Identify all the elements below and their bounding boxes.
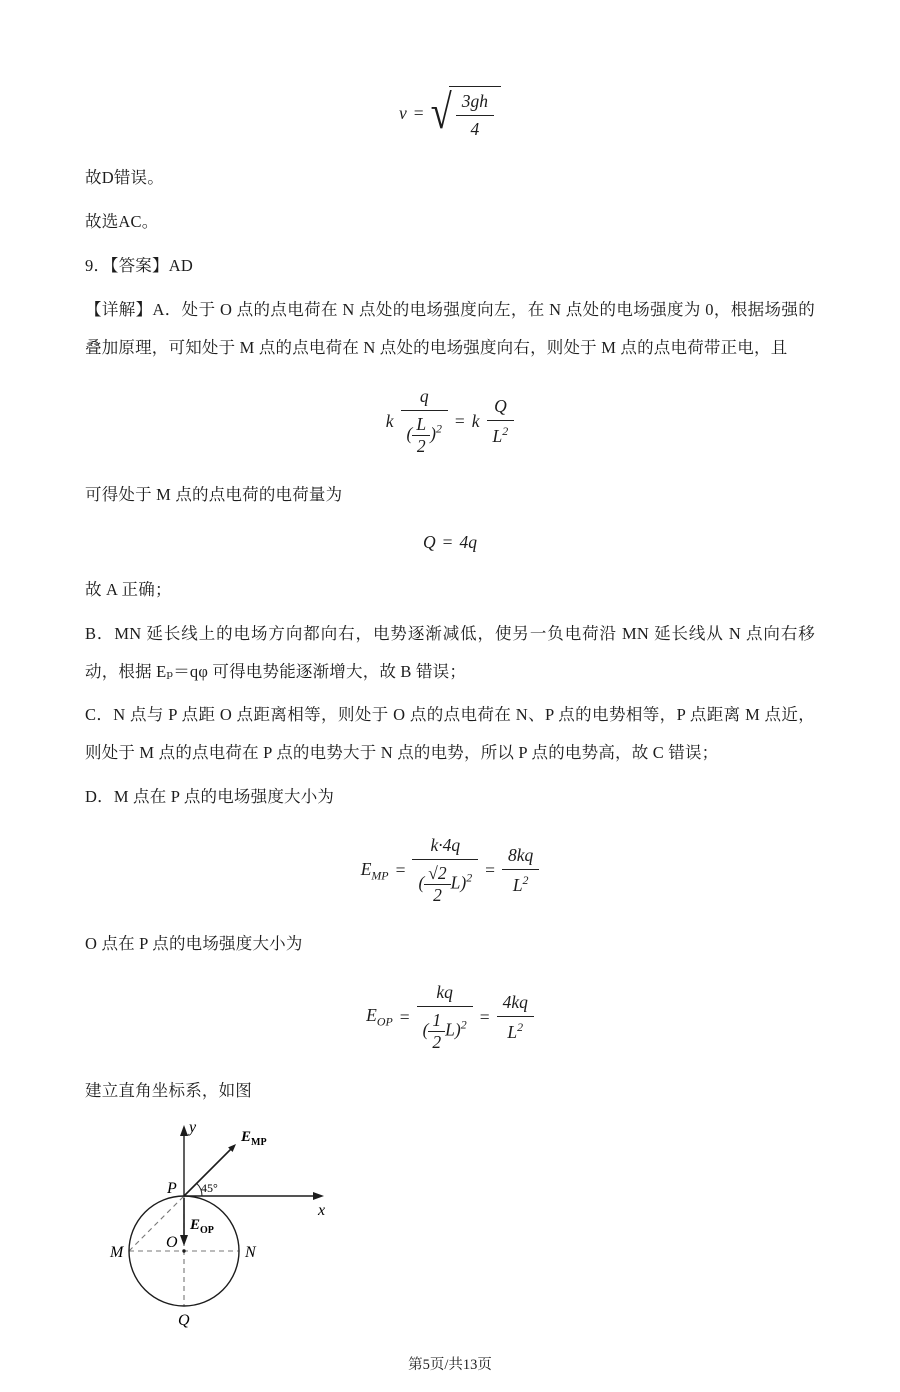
point-q-label: Q bbox=[178, 1312, 190, 1330]
e-subscript: OP bbox=[376, 1014, 393, 1029]
eop-arrowhead bbox=[180, 1235, 188, 1246]
square-root bbox=[431, 86, 501, 141]
formula-velocity-math bbox=[399, 86, 501, 141]
paragraph-option-b: B．MN 延长线上的电场方向都向右，电势逐渐减低，使另一负电荷沿 MN 延长线从 N 点向右移动，根据 Eₚ＝qφ 可得电势能逐渐增大，故 B 错误； bbox=[85, 623, 815, 681]
var-L: L bbox=[492, 425, 503, 446]
formula-field-balance bbox=[85, 385, 815, 458]
paragraph-choose-ac: 故选AC。 bbox=[85, 211, 159, 231]
fraction bbox=[456, 90, 494, 141]
radical-sign: √ bbox=[430, 86, 452, 140]
e-subscript: MP bbox=[371, 868, 389, 882]
formula-emp bbox=[85, 834, 815, 907]
numerator: 3gh bbox=[456, 90, 494, 116]
var-L: L bbox=[507, 1022, 518, 1043]
point-m-label: M bbox=[110, 1244, 124, 1262]
y-axis-arrowhead bbox=[180, 1125, 188, 1136]
fraction-right bbox=[502, 844, 539, 897]
exponent: 2 bbox=[517, 1020, 524, 1035]
fraction-left bbox=[417, 981, 473, 1054]
tail-L-paren: L) bbox=[450, 872, 467, 893]
paragraph-a-correct: 故 A 正确； bbox=[85, 579, 172, 599]
coordinate-diagram bbox=[89, 1116, 815, 1339]
paren-open: ( bbox=[418, 872, 425, 893]
denominator bbox=[487, 421, 515, 448]
eop-label-sub: OP bbox=[200, 1225, 214, 1237]
angle-label: 45° bbox=[201, 1181, 218, 1196]
equals-sign: = bbox=[485, 860, 496, 881]
fraction-nested bbox=[412, 414, 430, 457]
denominator bbox=[412, 860, 478, 907]
var-L: L bbox=[512, 875, 523, 896]
exponent: 2 bbox=[502, 423, 509, 438]
paren-open: ( bbox=[406, 423, 413, 444]
x-axis-label: x bbox=[318, 1202, 326, 1220]
emp-label-sub: MP bbox=[251, 1137, 267, 1149]
denominator bbox=[417, 1007, 473, 1054]
paren-open: ( bbox=[422, 1019, 429, 1040]
equals-sign: = bbox=[479, 1007, 490, 1028]
y-axis-label: y bbox=[189, 1119, 197, 1137]
equals-sign: = bbox=[454, 410, 465, 431]
denominator: 2 bbox=[416, 435, 426, 456]
var-Q: Q bbox=[422, 531, 436, 552]
denominator: 2 bbox=[433, 885, 442, 906]
numerator: kq bbox=[417, 981, 473, 1007]
e-base: E bbox=[366, 1005, 377, 1026]
equals-sign: = bbox=[413, 103, 424, 123]
fraction-left bbox=[401, 385, 448, 458]
coef-k: k bbox=[385, 410, 394, 431]
formula-charge-math bbox=[423, 532, 477, 553]
fraction-nested bbox=[424, 863, 450, 906]
center-point-O bbox=[182, 1249, 185, 1252]
fraction-left bbox=[412, 834, 478, 907]
value-4q: 4q bbox=[459, 531, 477, 552]
equals-sign: = bbox=[395, 860, 406, 881]
paragraph-option-c: C．N 点与 P 点距 O 点距离相等，则处于 O 点的点电荷在 N、P 点的电势相等，P 点距离 M 点近，则处于 M 点的点电荷在 P 点的电势大于 N 点的电势，所以 P 点的电势高，故 C 错误； bbox=[85, 705, 815, 763]
numerator: k·4q bbox=[412, 834, 478, 860]
eop-label bbox=[189, 1217, 214, 1236]
denominator bbox=[401, 411, 448, 458]
paragraph-d-wrong: 故D错误。 bbox=[85, 168, 164, 187]
emp-label bbox=[240, 1129, 267, 1148]
fraction-right bbox=[497, 991, 534, 1044]
fraction-right bbox=[487, 395, 515, 448]
point-o-label: O bbox=[166, 1234, 178, 1252]
answer-9: 9．【答案】AD bbox=[85, 255, 193, 275]
formula-eop-math bbox=[366, 981, 534, 1054]
var-E bbox=[366, 1005, 393, 1030]
equals-sign: = bbox=[399, 1007, 410, 1028]
eop-label-base: E bbox=[190, 1217, 201, 1234]
coordinate-diagram-svg bbox=[89, 1116, 369, 1334]
page-footer: 第5页/共13页 bbox=[408, 1357, 492, 1374]
radicand bbox=[449, 86, 501, 141]
point-n-label: N bbox=[245, 1244, 256, 1262]
denominator: 4 bbox=[470, 119, 480, 139]
fraction-nested bbox=[428, 1010, 445, 1053]
exponent: 2 bbox=[522, 873, 529, 888]
paragraph-coord-intro: 建立直角坐标系，如图 bbox=[85, 1081, 252, 1101]
formula-field-balance-math bbox=[386, 385, 514, 458]
var-v: v bbox=[398, 103, 407, 123]
formula-charge bbox=[85, 532, 815, 553]
numerator: 1 bbox=[428, 1010, 445, 1032]
paragraph-option-d-intro: D．M 点在 P 点的电场强度大小为 bbox=[85, 787, 335, 807]
emp-label-base: E bbox=[241, 1129, 252, 1146]
tail-L-paren: L) bbox=[445, 1019, 461, 1040]
numerator: 8kq bbox=[502, 844, 539, 870]
numerator: √2 bbox=[424, 863, 450, 885]
exponent: 2 bbox=[460, 1017, 467, 1032]
paragraph-o-intro: O 点在 P 点的电场强度大小为 bbox=[85, 934, 303, 954]
denominator bbox=[497, 1017, 534, 1044]
paren-close: ) bbox=[430, 423, 436, 444]
formula-emp-math bbox=[361, 834, 540, 907]
x-axis-arrowhead bbox=[313, 1192, 324, 1200]
denominator: 2 bbox=[432, 1032, 442, 1053]
numerator: L bbox=[412, 414, 430, 436]
denominator bbox=[502, 870, 539, 897]
numerator: 4kq bbox=[497, 991, 534, 1017]
numerator: q bbox=[401, 385, 448, 411]
paragraph-detail-a: 【详解】A．处于 O 点的点电荷在 N 点处的电场强度向左，在 N 点处的电场强度为 0，根据场强的叠加原理，可知处于 M 点的点电荷在 N 点处的电场强度向右，则处于 M 点的点电荷带正电，且 bbox=[85, 299, 815, 357]
exponent: 2 bbox=[435, 421, 442, 436]
point-p-label: P bbox=[167, 1180, 177, 1198]
formula-velocity bbox=[85, 86, 815, 141]
formula-eop bbox=[85, 981, 815, 1054]
coef-k: k bbox=[471, 410, 480, 431]
paragraph-charge-intro: 可得处于 M 点的点电荷的电荷量为 bbox=[85, 484, 343, 504]
var-E bbox=[361, 859, 389, 884]
equals-sign: = bbox=[442, 531, 453, 552]
exponent: 2 bbox=[466, 870, 473, 885]
numerator: Q bbox=[487, 395, 515, 421]
e-base: E bbox=[360, 858, 372, 879]
